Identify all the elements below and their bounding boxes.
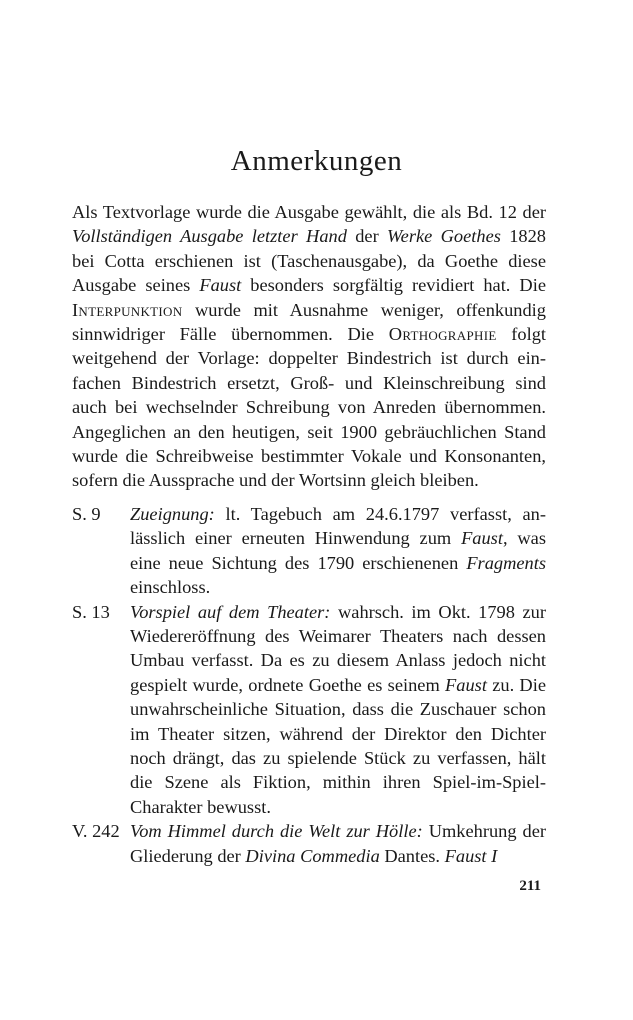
note-reference: S. 9 bbox=[72, 504, 101, 524]
notes-list bbox=[72, 502, 546, 868]
note-body bbox=[130, 819, 546, 868]
note-lemma: Vom Himmel durch die Welt zur Hölle: bbox=[130, 821, 423, 842]
note-italic: Divina Commedia bbox=[245, 845, 380, 866]
intro-text: Als Textvorlage wurde die Ausgabe gewählt, die als Bd. 12 der bbox=[72, 202, 546, 222]
note-text: wahrsch. im Okt. 1798 zur Wiedereröffnung des Weimarer Theaters nach dessen Umbau verfasst. Da es zu diesem Anlass jedoch nicht gespielt wurde, ordnete Goethe es seinem bbox=[130, 601, 546, 695]
note-text: Umkehrung der Gliederung der bbox=[130, 821, 546, 866]
intro-text: folgt weitgehend der Vorlage: doppelter Bindestrich ist durch einfachen Bindestrich ersetzt, Groß- und Kleinschreibung sind auch bei wechselnder Schreibung von Anreden übernommen. Angeglichen an den heutigen, seit 1900 gebräuchlichen Stand wurde die Schreibweise bestimmter Vokale und Konsonanten, sofern die Aussprache und der Wortsinn gleich bleiben. bbox=[72, 324, 546, 491]
note-body bbox=[130, 502, 546, 600]
intro-italic: Werke Goethes bbox=[387, 226, 501, 247]
note-item bbox=[72, 502, 546, 600]
intro-text: der bbox=[346, 226, 388, 247]
intro-smallcaps: Orthographie bbox=[388, 324, 497, 345]
intro-text: besonders sorgfältig revidiert hat. Die bbox=[241, 275, 546, 296]
note-body bbox=[130, 600, 546, 820]
note-lemma: Zueignung: bbox=[130, 504, 215, 524]
note-text: , was eine neue Sichtung des 1790 erschienenen bbox=[130, 528, 546, 573]
intro-text: wurde mit Ausnahme weniger, offenkundig sinnwidriger Fälle übernommen. Die bbox=[72, 299, 546, 345]
note-lemma: Vorspiel auf dem Theater: bbox=[130, 601, 331, 622]
intro-smallcaps: Interpunktion bbox=[72, 299, 183, 320]
note-text: Dantes. bbox=[379, 845, 445, 866]
note-item bbox=[72, 600, 546, 820]
page-title: Anmerkungen bbox=[230, 145, 403, 177]
note-italic: Faust bbox=[461, 528, 503, 549]
note-text: einschloss. bbox=[130, 577, 211, 598]
note-italic: Faust bbox=[445, 674, 487, 695]
intro-paragraph bbox=[72, 200, 546, 493]
page-number: 211 bbox=[519, 878, 541, 894]
note-item bbox=[72, 819, 546, 868]
note-reference: S. 13 bbox=[72, 601, 110, 622]
intro-text: 1828 bei Cotta erschienen ist (Taschenausgabe), da Goethe diese Ausgabe seines bbox=[72, 226, 546, 296]
note-text: zu. Die unwahrscheinliche Situation, dass die Zuschauer schon im Theater sitzen, während der Direktor den Dichter noch drängt, das zu spielende Stück zu verfassen, hält die Szene als Fiktion, mithin ihren Spiel-im-Spiel-Charakter bewusst. bbox=[130, 674, 546, 817]
note-text: lt. Tagebuch am 24.6.1797 verfasst, anlässlich einer erneuten Hinwendung zum bbox=[130, 504, 546, 549]
intro-italic: Faust bbox=[199, 275, 242, 296]
intro-italic: Vollständigen Ausgabe letzter Hand bbox=[72, 226, 347, 247]
note-reference: V. 242 bbox=[72, 821, 120, 842]
note-italic: Faust I bbox=[444, 845, 498, 866]
note-italic: Fragments bbox=[466, 552, 546, 573]
